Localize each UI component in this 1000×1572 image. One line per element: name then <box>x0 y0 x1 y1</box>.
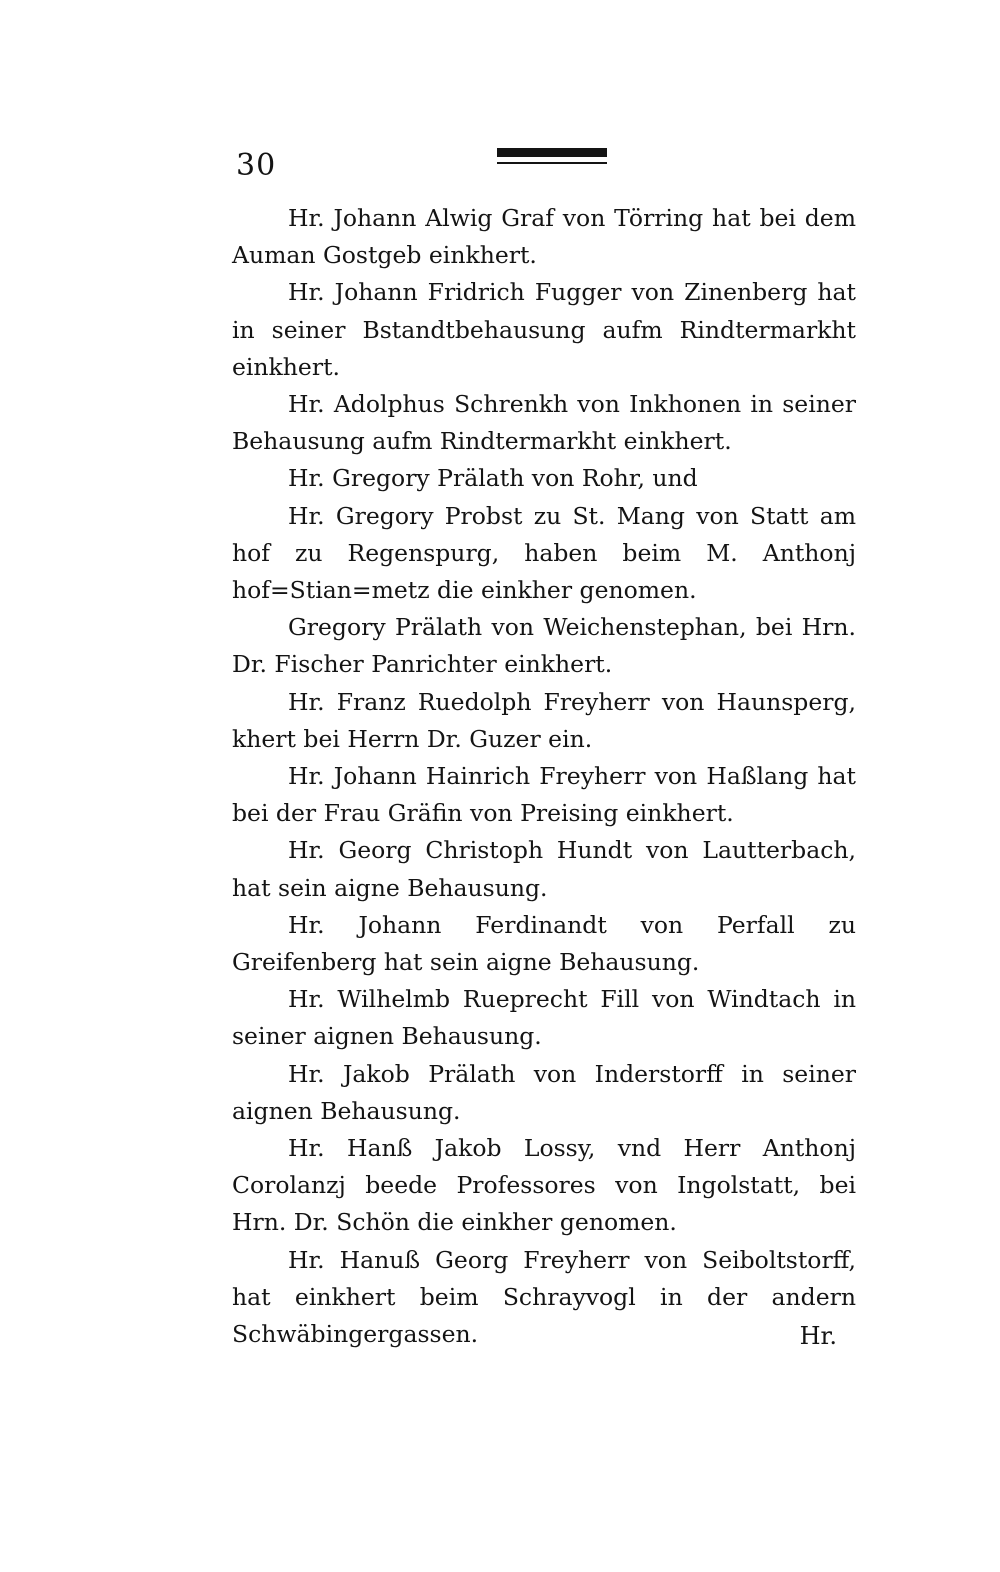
entry-paragraph: Hr. Adolphus Schrenkh von Inkhonen in seiner Behausung aufm Rindtermarkht einkhert. <box>232 390 856 456</box>
entry-paragraph: Hr. Johann Fridrich Fugger von Zinenberg hat in seiner Bstandtbehausung aufm Rindtermarkht einkhert. <box>232 278 856 381</box>
entry-paragraph: Hr. Franz Ruedolph Freyherr von Haunsperg, khert bei Herrn Dr. Guzer ein. <box>232 687 856 753</box>
page-number: 30 <box>236 148 277 183</box>
catchword: Hr. <box>799 1322 837 1350</box>
entry-paragraph: Hr. Georg Christoph Hundt von Lautterbach, hat sein aigne Behausung. <box>232 836 856 902</box>
header-rule-thin-line <box>497 162 607 164</box>
header-rule-thick-line <box>497 148 607 157</box>
entry-paragraph: Gregory Prälath von Weichenstephan, bei Hrn. Dr. Fischer Panrichter einkhert. <box>232 613 856 679</box>
entry-paragraph: Hr. Wilhelmb Rueprecht Fill von Windtach in seiner aignen Behausung. <box>232 985 856 1051</box>
entry-paragraph: Hr. Johann Ferdinandt von Perfall zu Greifenberg hat sein aigne Behausung. <box>232 910 856 977</box>
entry-paragraph: Hr. Gregory Prälath von Rohr, und <box>288 464 698 493</box>
header-rule <box>497 148 607 164</box>
entry-paragraph: Hr. Gregory Probst zu St. Mang von Statt am hof zu Regenspurg, haben beim M. Anthonj hof=Stian=metz die einkher genomen. <box>232 501 856 605</box>
entry-paragraph: Hr. Johann Alwig Graf von Törring hat bei dem Auman Gostgeb einkhert. <box>232 204 856 270</box>
entry-paragraph: Hr. Johann Hainrich Freyherr von Haßlang hat bei der Frau Gräfin von Preising einkhert. <box>232 762 856 828</box>
entry-paragraph: Hr. Hanuß Georg Freyherr von Seiboltstorff, hat einkhert beim Schrayvogl in der andern Schwäbingergassen. <box>232 1245 856 1349</box>
body-text <box>232 200 856 1353</box>
entry-paragraph: Hr. Jakob Prälath von Inderstorff in seiner aignen Behausung. <box>232 1059 856 1125</box>
entry-paragraph: Hr. Hanß Jakob Lossy, vnd Herr Anthonj Corolanzj beede Professores von Ingolstatt, bei Hrn. Dr. Schön die einkher genomen. <box>232 1134 856 1237</box>
